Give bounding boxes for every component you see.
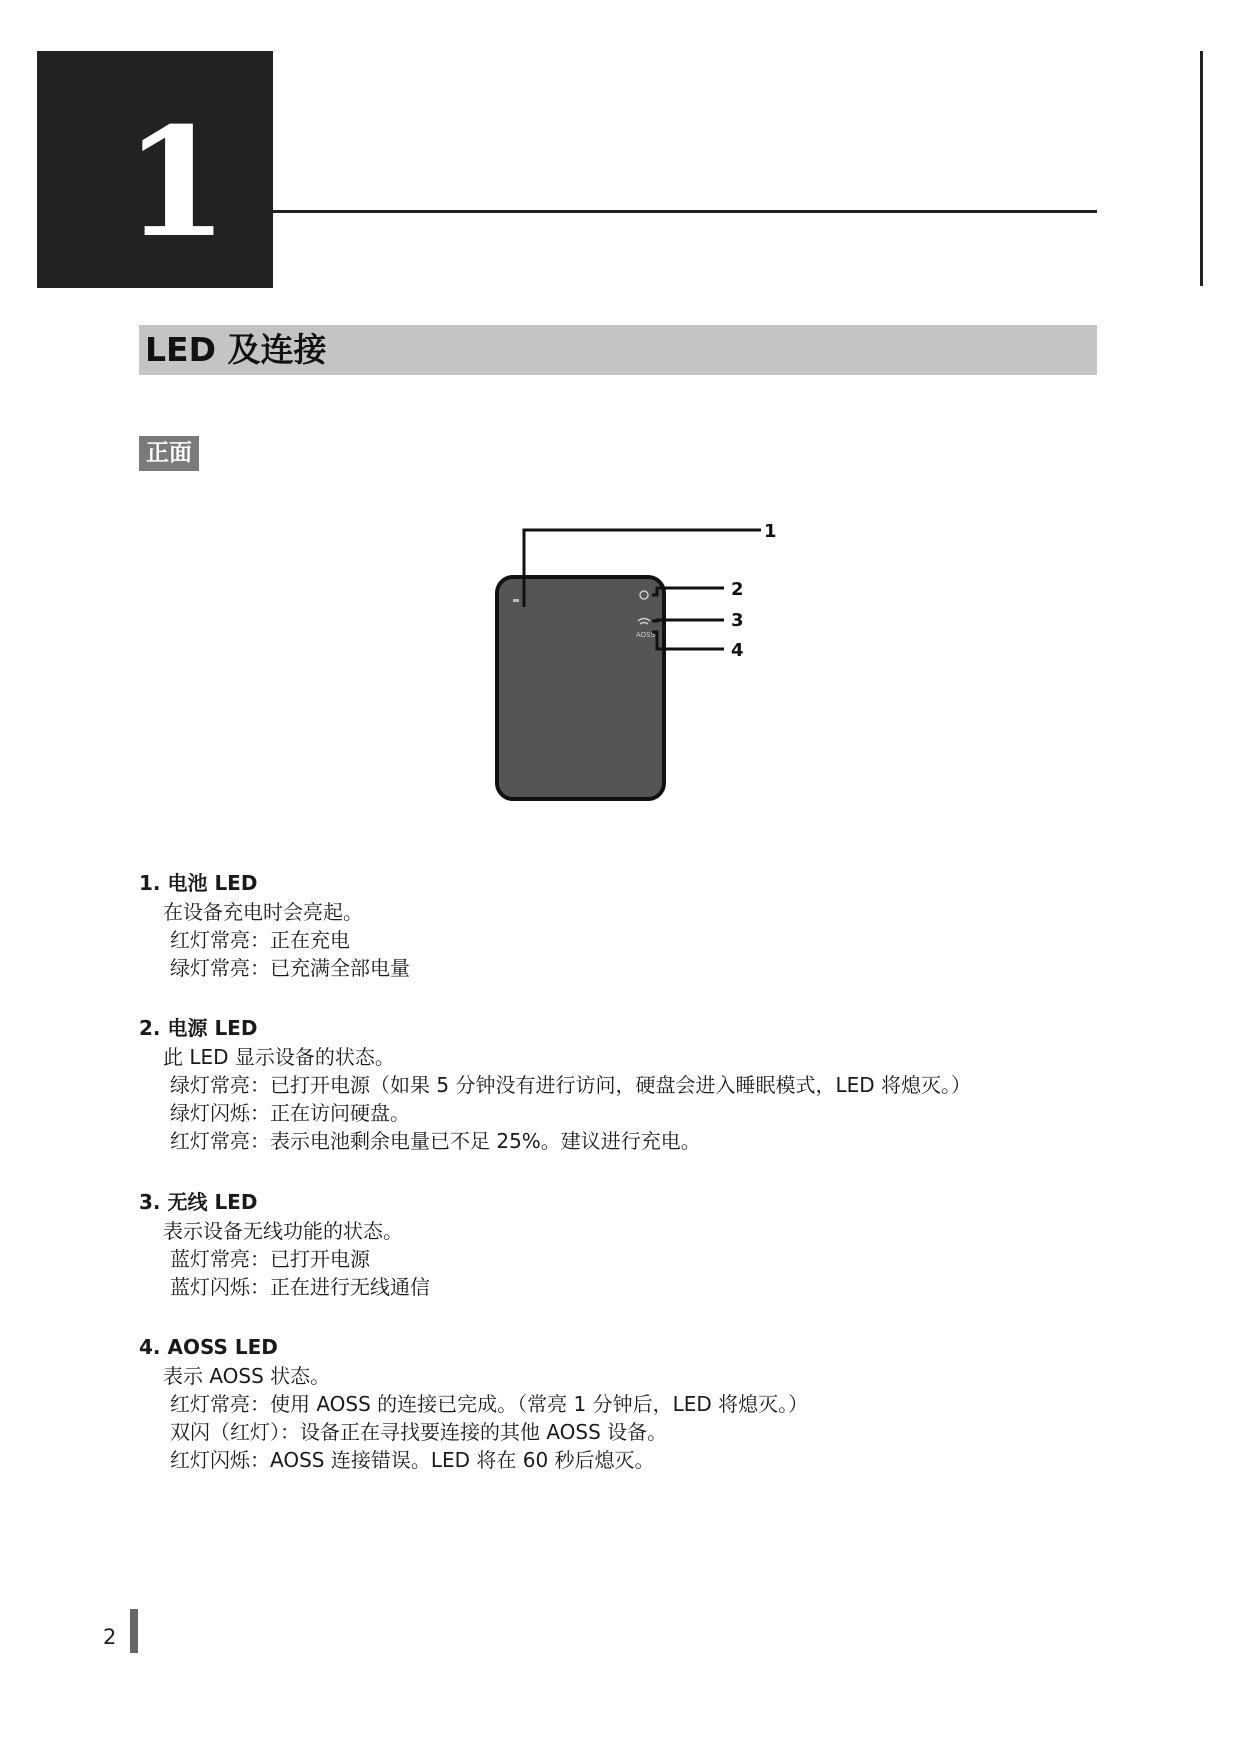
led-description: 在设备充电时会亮起。	[163, 900, 363, 924]
led-heading: 4. AOSS LED	[139, 1335, 278, 1359]
section-spacer	[139, 1301, 1139, 1332]
callout-line-3	[652, 620, 724, 621]
callout-label-1: 1	[764, 521, 777, 542]
section-title-bar	[139, 325, 1097, 375]
led-description: 表示设备无线功能的状态。	[163, 1219, 403, 1243]
led-state: 蓝灯闪烁：正在进行无线通信	[170, 1275, 430, 1299]
led-heading: 3. 无线 LED	[139, 1190, 258, 1214]
right-edge-rule	[1200, 51, 1203, 286]
chapter-number: 1	[124, 95, 229, 271]
section-title: LED 及连接	[145, 330, 327, 369]
led-heading: 1. 电池 LED	[139, 871, 258, 895]
led-description: 此 LED 显示设备的状态。	[163, 1045, 395, 1069]
led-state: 红灯常亮：正在充电	[170, 928, 350, 952]
led-description: 表示 AOSS 状态。	[163, 1364, 331, 1388]
led-state: 绿灯常亮：已充满全部电量	[170, 956, 410, 980]
led-section-aoss	[139, 1332, 1139, 1474]
led-state: 蓝灯常亮：已打开电源	[170, 1247, 370, 1271]
led-state: 绿灯闪烁：正在访问硬盘。	[170, 1101, 410, 1125]
page-number: 2	[103, 1625, 117, 1649]
led-description-list	[139, 868, 1139, 1474]
device-body	[497, 577, 664, 799]
led-state: 绿灯常亮：已打开电源（如果 5 分钟没有进行访问，硬盘会进入睡眠模式，LED 将熄灭。）	[170, 1073, 971, 1097]
led-section-power	[139, 1013, 1139, 1155]
callout-label-2: 2	[731, 579, 744, 600]
battery-led-marker	[513, 599, 519, 602]
led-state: 双闪（红灯）：设备正在寻找要连接的其他 AOSS 设备。	[170, 1420, 668, 1444]
led-heading: 2. 电源 LED	[139, 1016, 258, 1040]
callout-label-3: 3	[731, 610, 744, 631]
page-number-bar	[130, 1609, 138, 1653]
section-spacer	[139, 982, 1139, 1013]
aoss-icon: AOSS	[636, 631, 656, 639]
device-front-diagram	[480, 510, 780, 810]
callout-label-4: 4	[731, 640, 744, 661]
led-section-battery	[139, 868, 1139, 982]
led-state: 红灯闪烁：AOSS 连接错误。LED 将在 60 秒后熄灭。	[170, 1448, 655, 1472]
led-section-wireless	[139, 1187, 1139, 1301]
chapter-rule	[273, 210, 1097, 213]
led-state: 红灯常亮：表示电池剩余电量已不足 25%。建议进行充电。	[170, 1129, 701, 1153]
subsection-label-front: 正面	[139, 436, 199, 471]
section-spacer	[139, 1155, 1139, 1187]
led-state: 红灯常亮：使用 AOSS 的连接已完成。（常亮 1 分钟后，LED 将熄灭。）	[170, 1392, 809, 1416]
